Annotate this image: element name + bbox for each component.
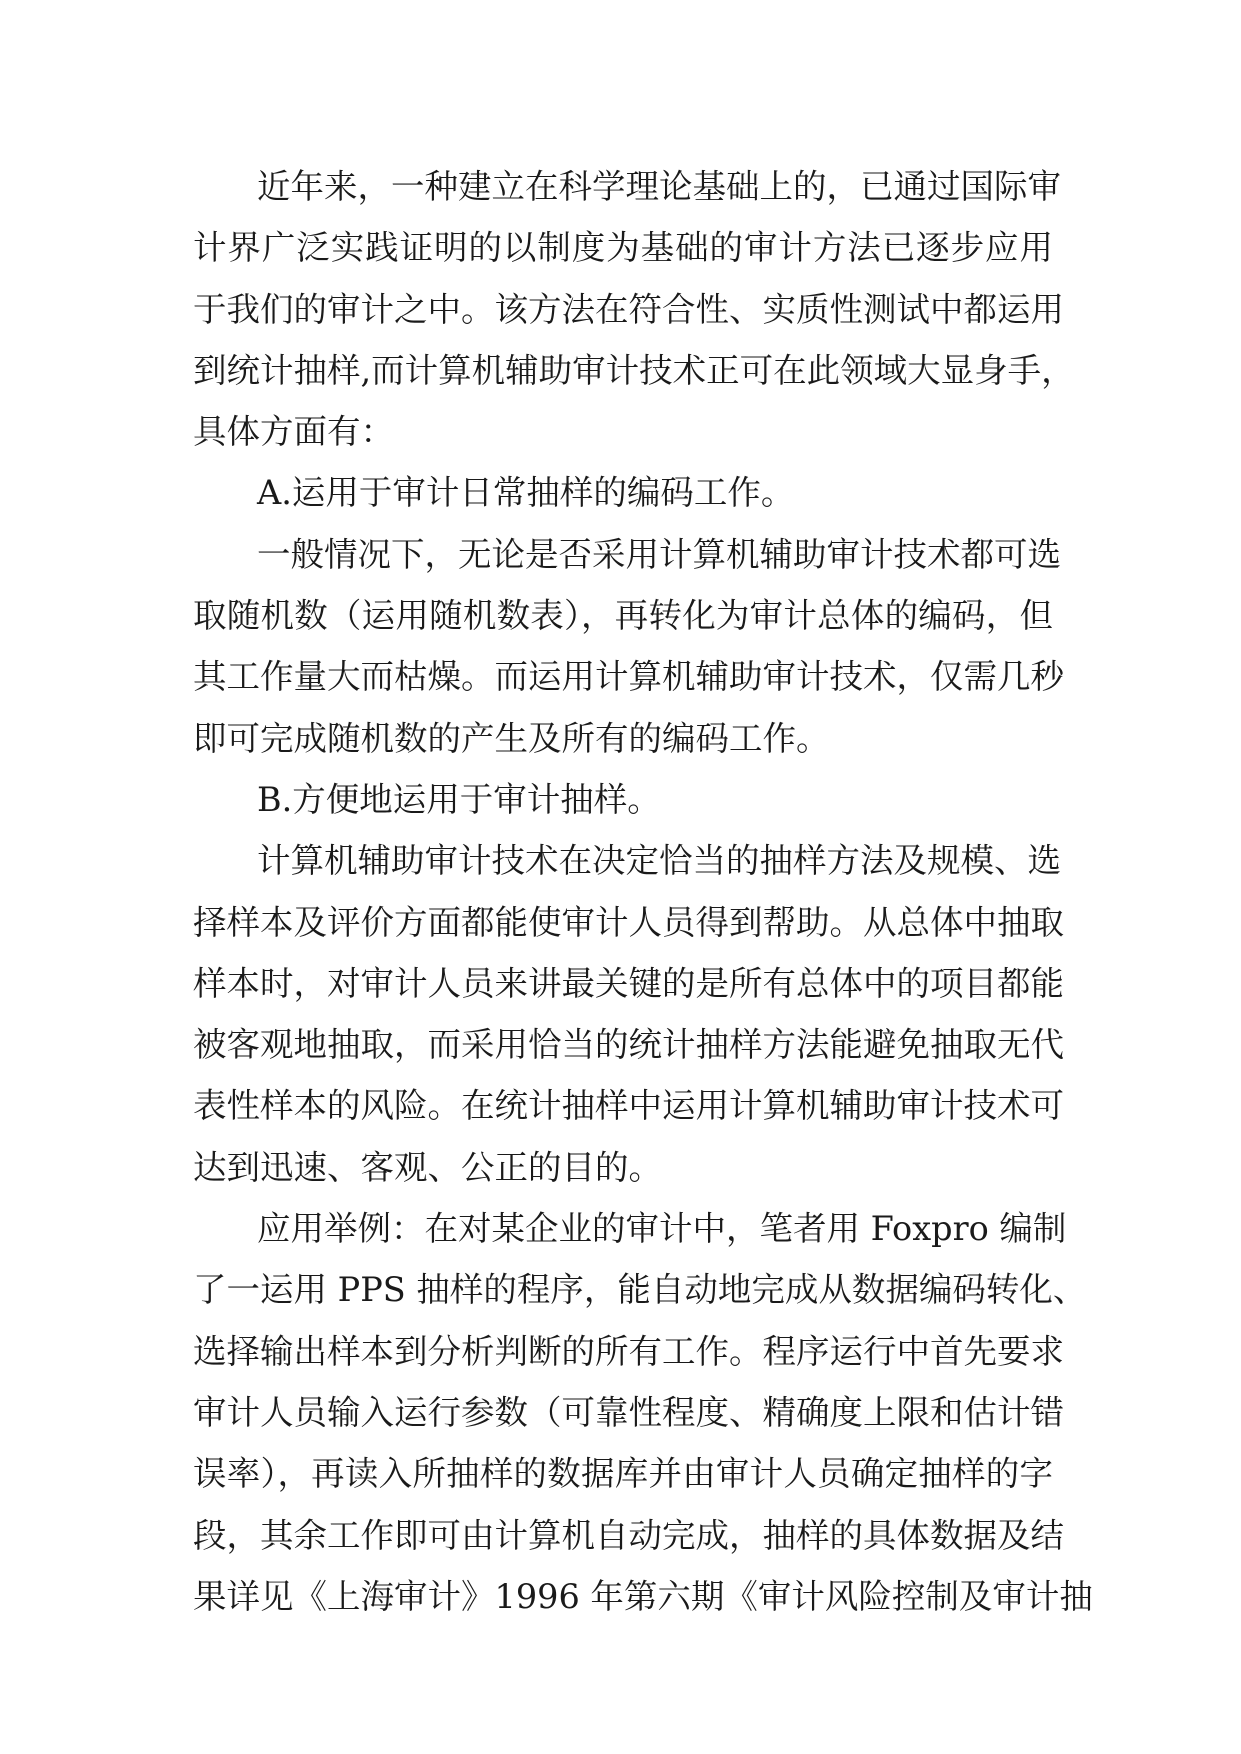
section-heading: A.运用于审计日常抽样的编码工作。: [257, 473, 795, 513]
text-line: 其工作量大而枯燥。而运用计算机辅助审计技术，仅需几秒: [193, 657, 1064, 697]
text-line: 样本时，对审计人员来讲最关键的是所有总体中的项目都能: [193, 963, 1064, 1003]
text-line: 择样本及评价方面都能使审计人员得到帮助。从总体中抽取: [193, 902, 1064, 942]
section-heading: B.方便地运用于审计抽样。: [257, 779, 661, 819]
text-line: 误率），再读入所抽样的数据库并由审计人员确定抽样的字: [193, 1454, 1053, 1494]
paragraph-example: [193, 1198, 1093, 1627]
text-line: 取随机数（运用随机数表），再转化为审计总体的编码，但: [193, 596, 1053, 636]
text-line: 果详见《上海审计》1996 年第六期《审计风险控制及审计抽: [193, 1576, 1093, 1616]
text-line: 到统计抽样,而计算机辅助审计技术正可在此领域大显身手，: [193, 350, 1075, 390]
text-line: 段，其余工作即可由计算机自动完成，抽样的具体数据及结: [193, 1515, 1064, 1555]
text-line: 计算机辅助审计技术在决定恰当的抽样方法及规模、选: [257, 841, 1061, 881]
text-line: 表性样本的风险。在统计抽样中运用计算机辅助审计技术可: [193, 1086, 1064, 1126]
text-line: 被客观地抽取，而采用恰当的统计抽样方法能避免抽取无代: [193, 1025, 1064, 1065]
text-line: 审计人员输入运行参数（可靠性程度、精确度上限和估计错: [193, 1392, 1064, 1432]
text-line: 近年来，一种建立在科学理论基础上的，已通过国际审: [257, 167, 1061, 206]
text-line: 即可完成随机数的产生及所有的编码工作。: [193, 718, 830, 758]
paragraph-a-body: [193, 524, 1064, 769]
paragraph-b-body: [193, 830, 1064, 1198]
paragraph-intro: [193, 156, 1075, 462]
text-line: 一般情况下，无论是否采用计算机辅助审计技术都可选: [257, 534, 1061, 574]
text-line: 于我们的审计之中。该方法在符合性、实质性测试中都运用: [193, 289, 1064, 329]
heading-a: [193, 462, 1053, 523]
text-line: 达到迅速、客观、公正的目的。: [193, 1147, 662, 1187]
text-line: 具体方面有：: [193, 412, 394, 452]
text-line: 选择输出样本到分析判断的所有工作。程序运行中首先要求: [193, 1331, 1064, 1371]
text-line: 计界广泛实践证明的以制度为基础的审计方法已逐步应用: [193, 228, 1053, 268]
heading-b: [193, 769, 1053, 830]
body-text: [193, 156, 1093, 1627]
text-line: 了一运用 PPS 抽样的程序，能自动地完成从数据编码转化、: [193, 1270, 1087, 1310]
text-line: 应用举例：在对某企业的审计中，笔者用 Foxpro 编制: [257, 1209, 1067, 1249]
